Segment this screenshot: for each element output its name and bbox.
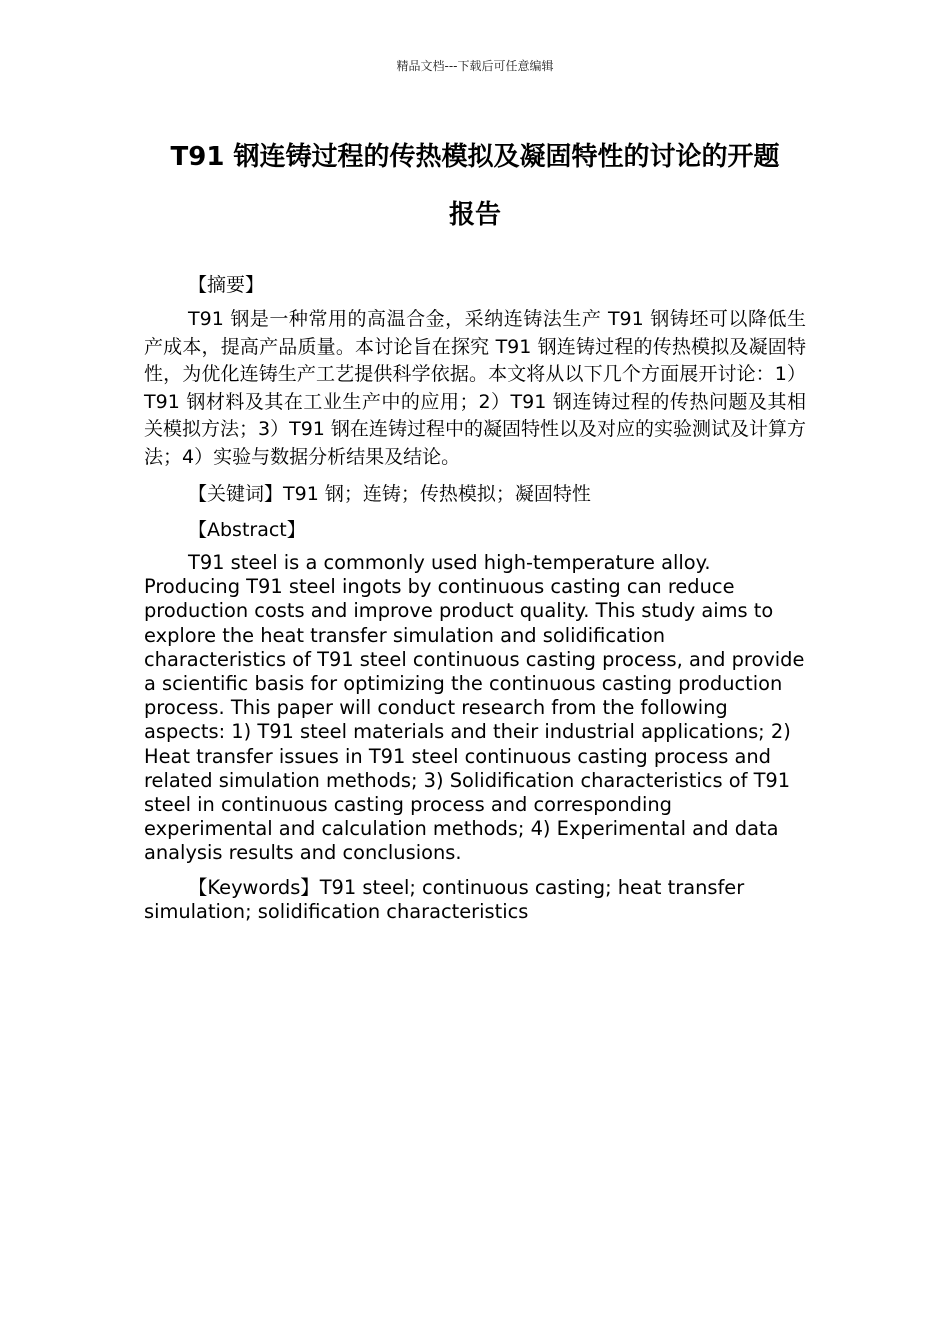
document-title: [140, 128, 810, 244]
keywords-en: 【Keywords】T91 steel; continuous casting; heat transfer simulation; solidification characteristics: [144, 875, 745, 923]
document-body: [144, 270, 806, 924]
abstract-zh-text: T91 钢是一种常用的高温合金，采纳连铸法生产 T91 钢铸坯可以降低生产成本，提高产品质量。本讨论旨在探究 T91 钢连铸过程的传热模拟及凝固特性，为优化连铸生产工艺提供科学依据。本文将从以下几个方面展开讨论：1）T91 钢材料及其在工业生产中的应用；2）T91 钢连铸过程的传热问题及其相关模拟方法；3）T91 钢在连铸过程中的凝固特性以及对应的实验测试及计算方法；4）实验与数据分析结果及结论。: [144, 308, 806, 468]
keywords-zh: 【关键词】T91 钢；连铸；传热模拟；凝固特性: [188, 483, 591, 505]
abstract-en-label: 【Abstract】: [188, 519, 306, 541]
title-line-1: T91 钢连铸过程的传热模拟及凝固特性的讨论的开题: [170, 142, 780, 172]
abstract-zh-label: 【摘要】: [188, 274, 265, 296]
abstract-en-text: T91 steel is a commonly used high-temperature alloy. Producing T91 steel ingots by continuous casting can reduce production costs and improve product quality. This study aims to explore the heat transfer simulation and solidification characteristics of T91 steel continuous casting process, and provide a scientific basis for optimizing the continuous casting production process. This paper will conduct research from the following aspects: 1) T91 steel materials and their industrial applications; 2) Heat transfer issues in T91 steel continuous casting process and related simulation methods; 3) Solidification characteristics of T91 steel in continuous casting process and corresponding experimental and calculation methods; 4) Experimental and data analysis results and conclusions.: [144, 551, 805, 865]
header-note: 精品文档---下载后可任意编辑: [396, 59, 554, 73]
title-line-2: 报告: [448, 200, 501, 230]
